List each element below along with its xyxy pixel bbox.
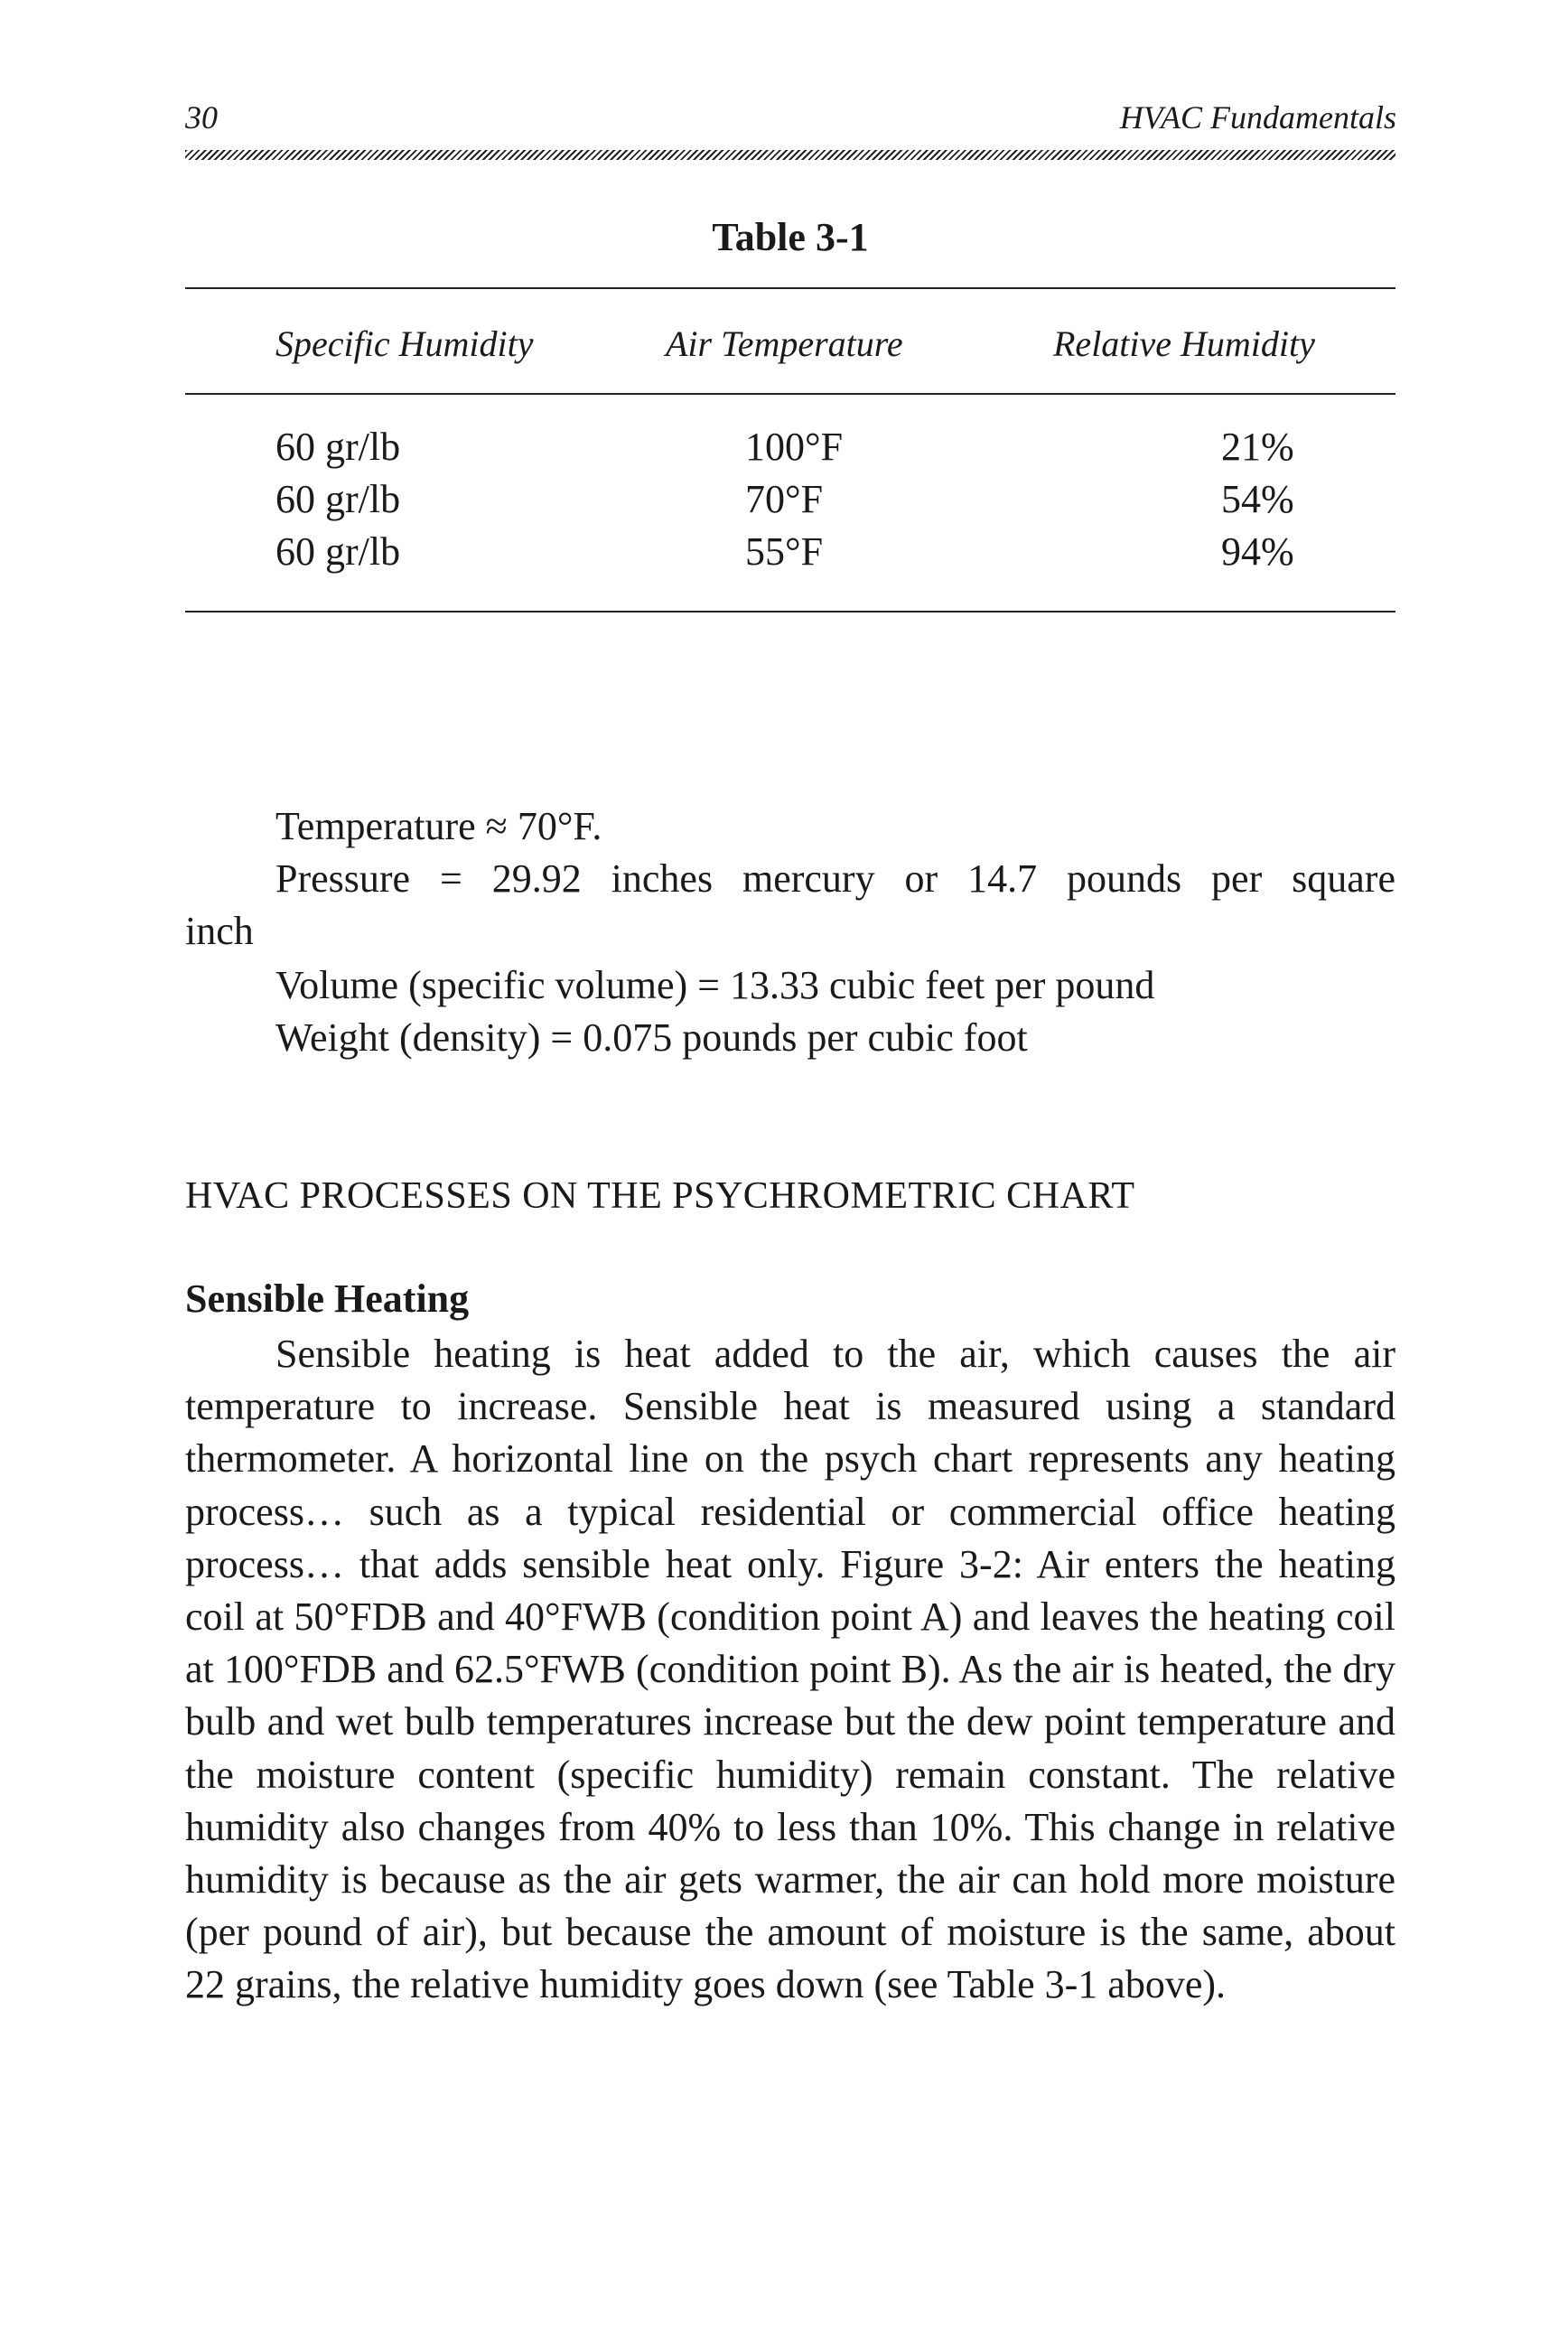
table-cell: 70°F <box>745 477 824 521</box>
property-pressure-wrap: inch <box>185 909 254 953</box>
property-volume: Volume (specific volume) = 13.33 cubic feet per pound <box>275 963 1155 1007</box>
table-title: Table 3-1 <box>712 215 869 259</box>
property-temperature: Temperature ≈ 70°F. <box>275 804 602 848</box>
column-header-air-temperature: Air Temperature <box>666 323 903 364</box>
table-cell: 54% <box>1221 477 1294 521</box>
page-number: 30 <box>185 99 218 136</box>
table-cell: 21% <box>1221 425 1294 469</box>
table-cell: 94% <box>1221 529 1294 574</box>
table-top-rule <box>185 287 1395 289</box>
column-header-specific-humidity: Specific Humidity <box>275 323 534 364</box>
body-paragraph: Sensible heating is heat added to the air, which causes the air temperature to increase. Sensible heat is measured using a standard thermometer. A horizontal line on the psych chart represents any heating process… such as a typical residential or commercial office heating process… that adds sensible heat only. Figure 3-2: Air enters the heating coil at 50°FDB and 40°FWB (condition point A) and leaves the heating coil at 100°FDB and 62.5°FWB (condition point B). As the air is heated, the dry bulb and wet bulb temperatures increase but the dew point temperature and the moisture content (specific humidity) remain constant. The relative humidity also changes from 40% to less than 10%. This change in relative humidity is because as the air gets warmer, the air can hold more moisture (per pound of air), but because the amount of moisture is the same, about 22 grains, the relative humidity goes down (see Table 3-1 above). <box>185 1332 1395 2007</box>
table-cell: 100°F <box>745 425 844 469</box>
header-hatch-rule <box>185 150 1395 160</box>
table-cell: 55°F <box>745 529 824 574</box>
table-bottom-rule <box>185 611 1395 612</box>
running-title: HVAC Fundamentals <box>1119 99 1396 136</box>
table-header-rule <box>185 393 1395 395</box>
property-weight: Weight (density) = 0.075 pounds per cubic foot <box>275 1015 1028 1060</box>
subsection-heading: Sensible Heating <box>185 1276 470 1321</box>
table-cell: 60 gr/lb <box>275 477 401 521</box>
property-pressure: Pressure = 29.92 inches mercury or 14.7 pounds per square <box>275 856 1395 901</box>
column-header-relative-humidity: Relative Humidity <box>1053 323 1315 364</box>
table-cell: 60 gr/lb <box>275 425 401 469</box>
section-heading: HVAC PROCESSES ON THE PSYCHROMETRIC CHART <box>185 1175 1135 1217</box>
table-cell: 60 gr/lb <box>275 529 401 574</box>
